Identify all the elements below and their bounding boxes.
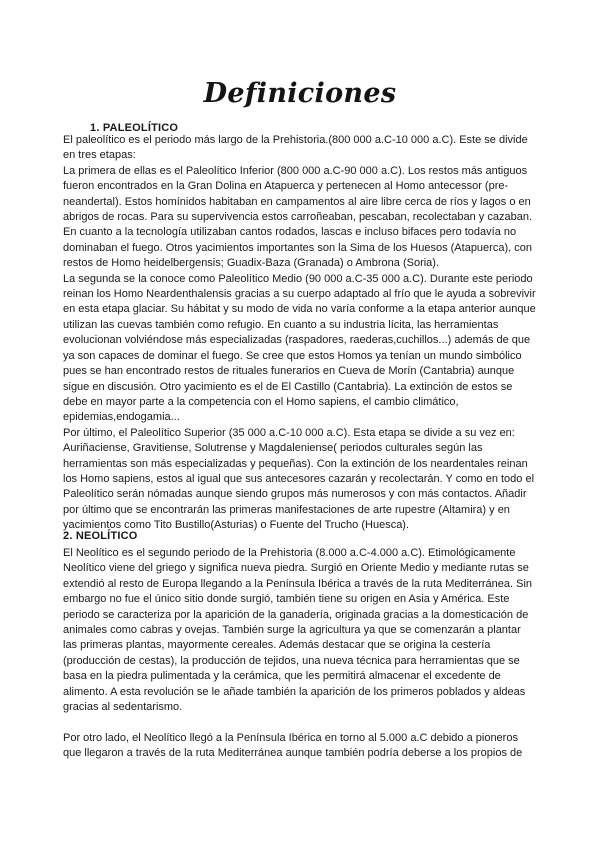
paragraph: Por último, el Paleolítico Superior (35 000 a.C-10 000 a.C). Esta etapa se divide a su vez en: Auriñaciense, Gravitiense, Solutrense y Magdaleniense( periodos culturales según las herramientas son más especializadas y pequeñas). Con la extinción de los neardentales reinan los Homo sapiens, estos al igual que sus antecesores cazarán y recolectarán. Y como en todo el Paleolítico serán nómadas aunque siendo grupos más numerosos y con más contactos. Añadir por último que se encontrarán las primeras manifestaciones de arte rupestre (Altamira) y en yacimientos como Tito Bustillo(Asturias) o Fuente del Trucho (Huesca).	[63, 426, 535, 532]
paragraph: El paleolítico es el periodo más largo de la Prehistoria.(800 000 a.C-10 000 a.C). Este se divide en tres etapas:	[63, 134, 528, 162]
section-body-paleolitico	[63, 133, 537, 534]
paragraph: El Neolítico es el segundo periodo de la Prehistoria (8.000 a.C-4.000 a.C). Etimológicamente Neolítico viene del griego y significa nueva piedra. Surgió en Oriente Medio y mediante rutas se extendió al resto de Europa llegando a la Península Ibérica a través de la ruta Mediterránea. Sin embargo no fue el único sitio donde surgió, también tiene su origen en Asia y América. Este periodo se caracteriza por la aparición de la ganadería, originada gracias a la domesticación de animales como cabras y ovejas. También surge la agricultura ya que se comenzarán a plantar las primeras plantas, mayormente cereales. Además destacar que se origina la cestería (producción de cestas), la producción de tejidos, una nueva técnica para herramientas que se basa en la piedra pulimentada y la cerámica, que les permitirá almacenar el excedente de alimento. A esta revolución se le añade también la aparición de los primeros poblados y aldeas gracias al sedentarismo.	[63, 547, 533, 714]
section-heading-paleolitico: 1. PALEOLÍTICO	[90, 122, 179, 134]
page-title: Definiciones	[203, 78, 397, 109]
section-body-neolitico	[63, 546, 537, 762]
paragraph: La segunda se la conoce como Paleolítico Medio (90 000 a.C-35 000 a.C). Durante este periodo reinan los Homo Neardenthalensis gracias a su cuerpo adaptado al frío que le ayuda a sobrevivir en esta etapa glaciar. Su hábitat y su modo de vida no varía conforme a la etapa anterior aunque utilizan las cuevas también como refugio. En cuanto a su industria lícita, las herramientas evolucionan volviéndose más especializadas (raspadores, raederas,cuchillos...) además de que ya son capaces de dominar el fuego. Se cree que estos Homos ya tenían un mundo simbólico pues se han encontrado restos de rituales funerarios en Cueva de Morín (Cantabria) aunque sigue en discusión. Otro yacimiento es el de El Castillo (Cantabria). La extinción de estos se debe en mayor parte a la competencia con el Homo sapiens, el cambio climático, epidemias,endogamia...	[63, 272, 536, 424]
section-heading-neolitico: 2. NEOLÍTICO	[63, 530, 138, 542]
paragraph: La primera de ellas es el Paleolítico Inferior (800 000 a.C-90 000 a.C). Los restos más antiguos fueron encontrados en la Gran Dolina en Atapuerca y pertenecen al Homo antecessor (pre-neandertal). Estos homínidos habitaban en campamentos al aire libre cerca de ríos y lagos o en abrigos de rocas. Para su supervivencia estos carroñeaban, pescaban, recolectaban y cazaban. En cuanto a la tecnología utilizaban cantos rodados, lascas e incluso bifaces pero todavía no dominaban el fuego. Otros yacimientos importantes son la Sima de los Huesos (Atapuerca), con restos de Homo heidelbergensis; Guadix-Baza (Granada) o Ambrona (Soria).	[63, 164, 533, 270]
paragraph: Por otro lado, el Neolítico llegó a la Península Ibérica en torno al 5.000 a.C debido a pioneros que llegaron a través de la ruta Mediterránea aunque también podría deberse a los propios de	[63, 731, 523, 760]
paragraph-gap	[63, 715, 537, 730]
